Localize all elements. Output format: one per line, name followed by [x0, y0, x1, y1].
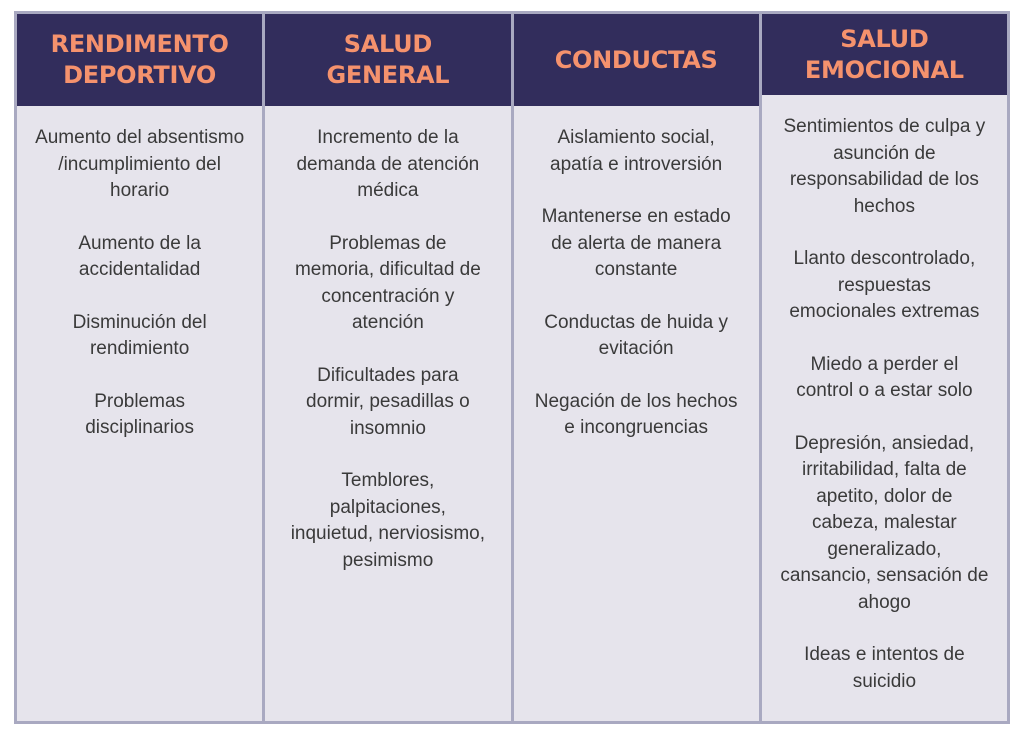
list-item: Disminución del rendimiento [72, 311, 207, 359]
list-item: Aumento de la accidentalidad [78, 232, 201, 280]
item-list [19, 125, 260, 442]
item-list [267, 125, 508, 574]
column-body [514, 106, 759, 721]
column-body [17, 106, 262, 721]
column-header [762, 14, 1007, 95]
list-item: Dificultades para dormir, pesadillas o insomnio [306, 364, 470, 439]
list-item: Problemas disciplinarios [85, 390, 195, 438]
list-item: Depresión, ansiedad, irritabilidad, falta de apetito, dolor de cabeza, malestar generalizado, cansancio, sensación de ahogo [780, 432, 989, 613]
column-header-text: SALUD GENERAL [326, 30, 450, 89]
column-header-text: CONDUCTAS [554, 45, 718, 74]
symptoms-table [14, 11, 1010, 724]
column-salud-emocional [762, 14, 1007, 721]
list-item: Miedo a perder el control o a estar solo [796, 353, 973, 401]
list-item: Aislamiento social, apatía e introversión [550, 127, 723, 175]
list-item: Llanto descontrolado, respuestas emocionales extremas [789, 248, 980, 322]
list-item: Mantenerse en estado de alerta de manera constante [541, 206, 731, 280]
column-header-text: RENDIMENTO DEPORTIVO [50, 30, 229, 89]
list-item: Ideas e intentos de suicidio [804, 644, 965, 692]
item-list [764, 114, 1005, 695]
list-item: Problemas de memoria, dificultad de concentración y atención [294, 232, 481, 333]
column-body [762, 95, 1007, 721]
list-item: Conductas de huida y evitación [544, 311, 729, 359]
list-item: Aumento del absentismo /incumplimiento del horario [35, 127, 245, 201]
list-item: Incremento de la demanda de atención médica [296, 127, 480, 201]
column-conductas [514, 14, 762, 721]
item-list [516, 125, 757, 442]
column-header [265, 14, 510, 106]
list-item: Negación de los hechos e incongruencias [534, 390, 738, 438]
column-header [514, 14, 759, 106]
column-salud-general [265, 14, 513, 721]
list-item: Sentimientos de culpa y asunción de responsabilidad de los hechos [783, 116, 986, 217]
list-item: Temblores, palpitaciones, inquietud, nerviosismo, pesimismo [290, 470, 486, 571]
column-body [265, 106, 510, 721]
column-rendimiento-deportivo [17, 14, 265, 721]
column-header [17, 14, 262, 106]
column-header-text: SALUD EMOCIONAL [804, 24, 964, 84]
